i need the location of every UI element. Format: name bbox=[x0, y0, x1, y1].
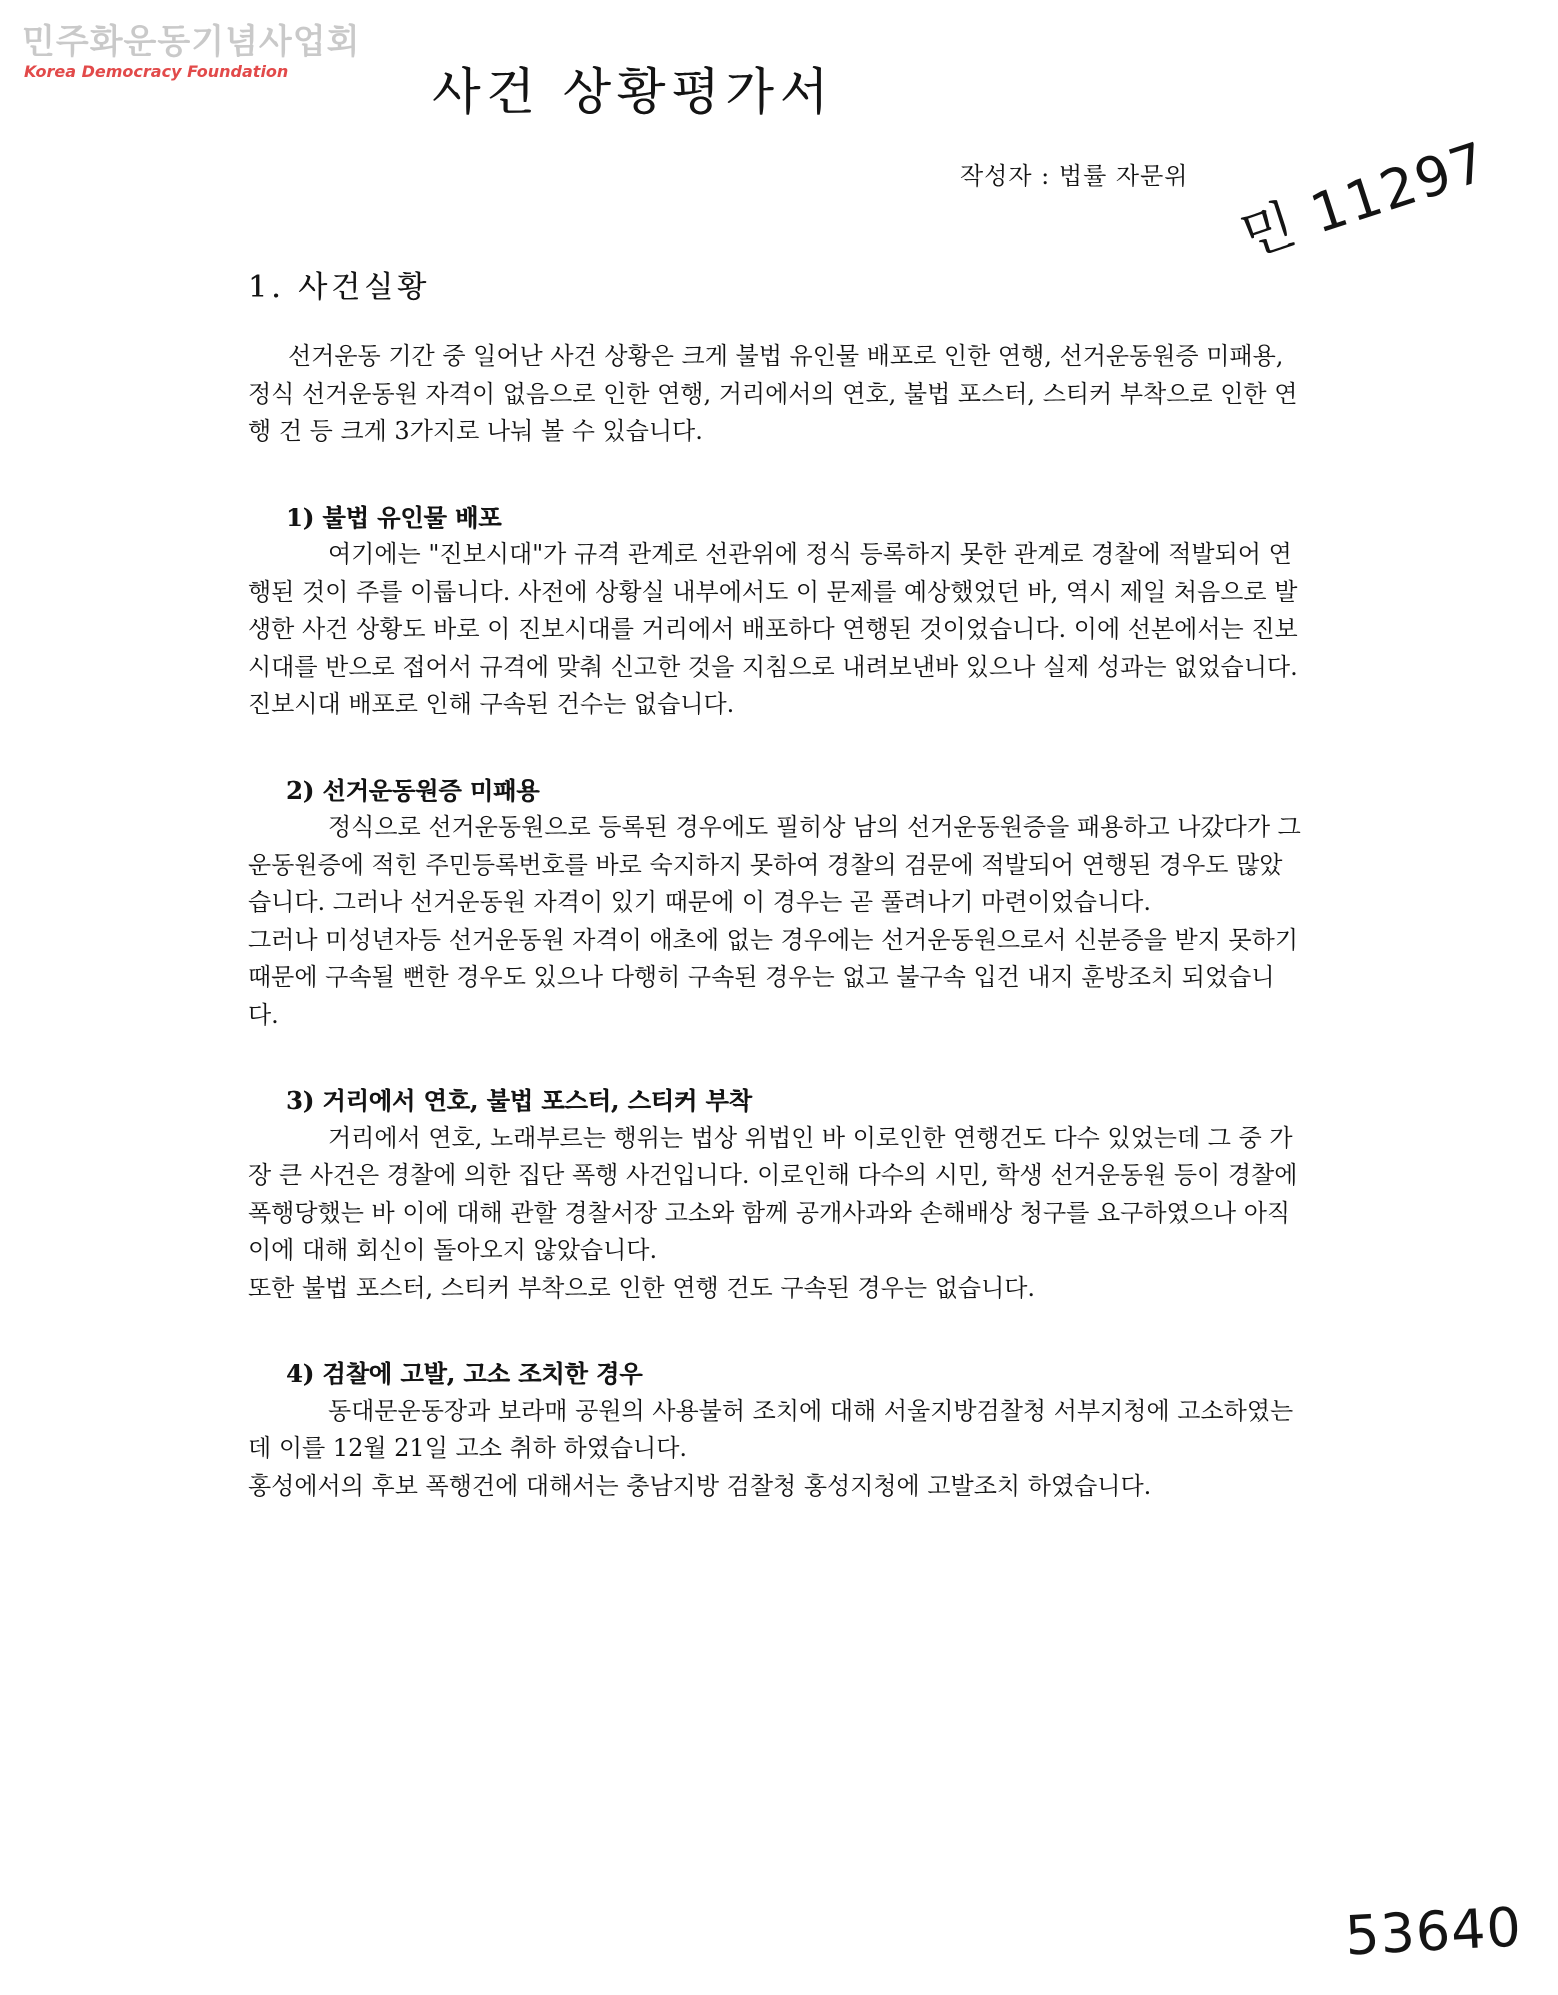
handwritten-reference-number: 민 11297 bbox=[1233, 129, 1496, 269]
subsection-paragraph: 여기에는 "진보시대"가 규격 관계로 선관위에 정식 등록하지 못한 관계로 경찰에 적발되어 연행된 것이 주를 이룹니다. 사전에 상황실 내부에서도 이 문제를 예상했었던 바, 역시 제일 처음으로 발생한 사건 상황도 바로 이 진보시대를 거리에서 배포하다 연행된 것이었습니다. 이에 선본에서는 진보시대를 반으로 접어서 규격에 맞춰 신고한 것을 지침으로 내려보낸바 있으나 실제 성과는 없었습니다. bbox=[248, 540, 1298, 681]
subsection-heading: 1) 불법 유인물 배포 bbox=[286, 502, 502, 532]
subsection-heading: 4) 검찰에 고발, 고소 조치한 경우 bbox=[286, 1359, 643, 1388]
section-heading: 1. 사건실황 bbox=[248, 270, 431, 305]
subsection-badge-not-worn bbox=[248, 772, 1304, 1035]
intro-paragraph: 선거운동 기간 중 일어난 사건 상황은 크게 불법 유인물 배포로 인한 연행, 선거운동원증 미패용, 정식 선거운동원 자격이 없음으로 인한 연행, 거리에서의 연호, 불법 포스터, 스티커 부착으로 인한 연행 건 등 크게 3가지로 나눠 볼 수 있습니다. bbox=[248, 342, 1298, 445]
subsection-prosecution bbox=[248, 1355, 1304, 1505]
subsection-paragraph: 정식으로 선거운동원으로 등록된 경우에도 필히상 남의 선거운동원증을 패용하고 나갔다가 그 운동원증에 적힌 주민등록번호를 바로 숙지하지 못하여 경찰의 검문에 적발되어 연행된 경우도 많았습니다. 그러나 선거운동원 자격이 있기 때문에 이 경우는 곧 풀려나기 마련이었습니다. bbox=[248, 813, 1301, 916]
subsection-heading: 3) 거리에서 연호, 불법 포스터, 스티커 부착 bbox=[286, 1086, 752, 1115]
subsection-paragraph: 또한 불법 포스터, 스티커 부착으로 인한 연행 건도 구속된 경우는 없습니다. bbox=[248, 1273, 1036, 1302]
subsection-illegal-leaflets bbox=[248, 499, 1304, 724]
watermark-english: Korea Democracy Foundation bbox=[24, 62, 289, 81]
handwritten-page-number: 53640 bbox=[1343, 1895, 1524, 1968]
document-body bbox=[248, 338, 1304, 1505]
subsection-heading: 2) 선거운동원증 미패용 bbox=[286, 775, 540, 805]
subsection-paragraph: 홍성에서의 후보 폭행건에 대해서는 충남지방 검찰청 홍성지청에 고발조치 하였습니다. bbox=[248, 1471, 1152, 1500]
author-line: 작성자 : 법률 자문위 bbox=[960, 162, 1189, 190]
subsection-paragraph: 거리에서 연호, 노래부르는 행위는 법상 위법인 바 이로인한 연행건도 다수 있었는데 그 중 가장 큰 사건은 경찰에 의한 집단 폭행 사건입니다. 이로인해 다수의 시민, 학생 선거운동원 등이 경찰에 폭행당했는 바 이에 대해 관할 경찰서장 고소와 함께 공개사과와 손해배상 청구를 요구하였으나 아직 이에 대해 회신이 돌아오지 않았습니다. bbox=[248, 1123, 1298, 1264]
subsection-paragraph: 동대문운동장과 보라매 공원의 사용불허 조치에 대해 서울지방검찰청 서부지청에 고소하였는데 이를 12월 21일 고소 취하 하였습니다. bbox=[248, 1396, 1294, 1462]
subsection-street-chanting bbox=[248, 1082, 1304, 1307]
subsection-paragraph: 그러나 미성년자등 선거운동원 자격이 애초에 없는 경우에는 선거운동원으로서 신분증을 받지 못하기 때문에 구속될 뻔한 경우도 있으나 다행히 구속된 경우는 없고 불구속 입건 내지 훈방조치 되었습니다. bbox=[248, 925, 1299, 1029]
document-title: 사건 상황평가서 bbox=[432, 63, 834, 121]
watermark-korean: 민주화운동기념사업회 bbox=[22, 22, 361, 62]
subsection-paragraph: 진보시대 배포로 인해 구속된 건수는 없습니다. bbox=[248, 690, 735, 718]
